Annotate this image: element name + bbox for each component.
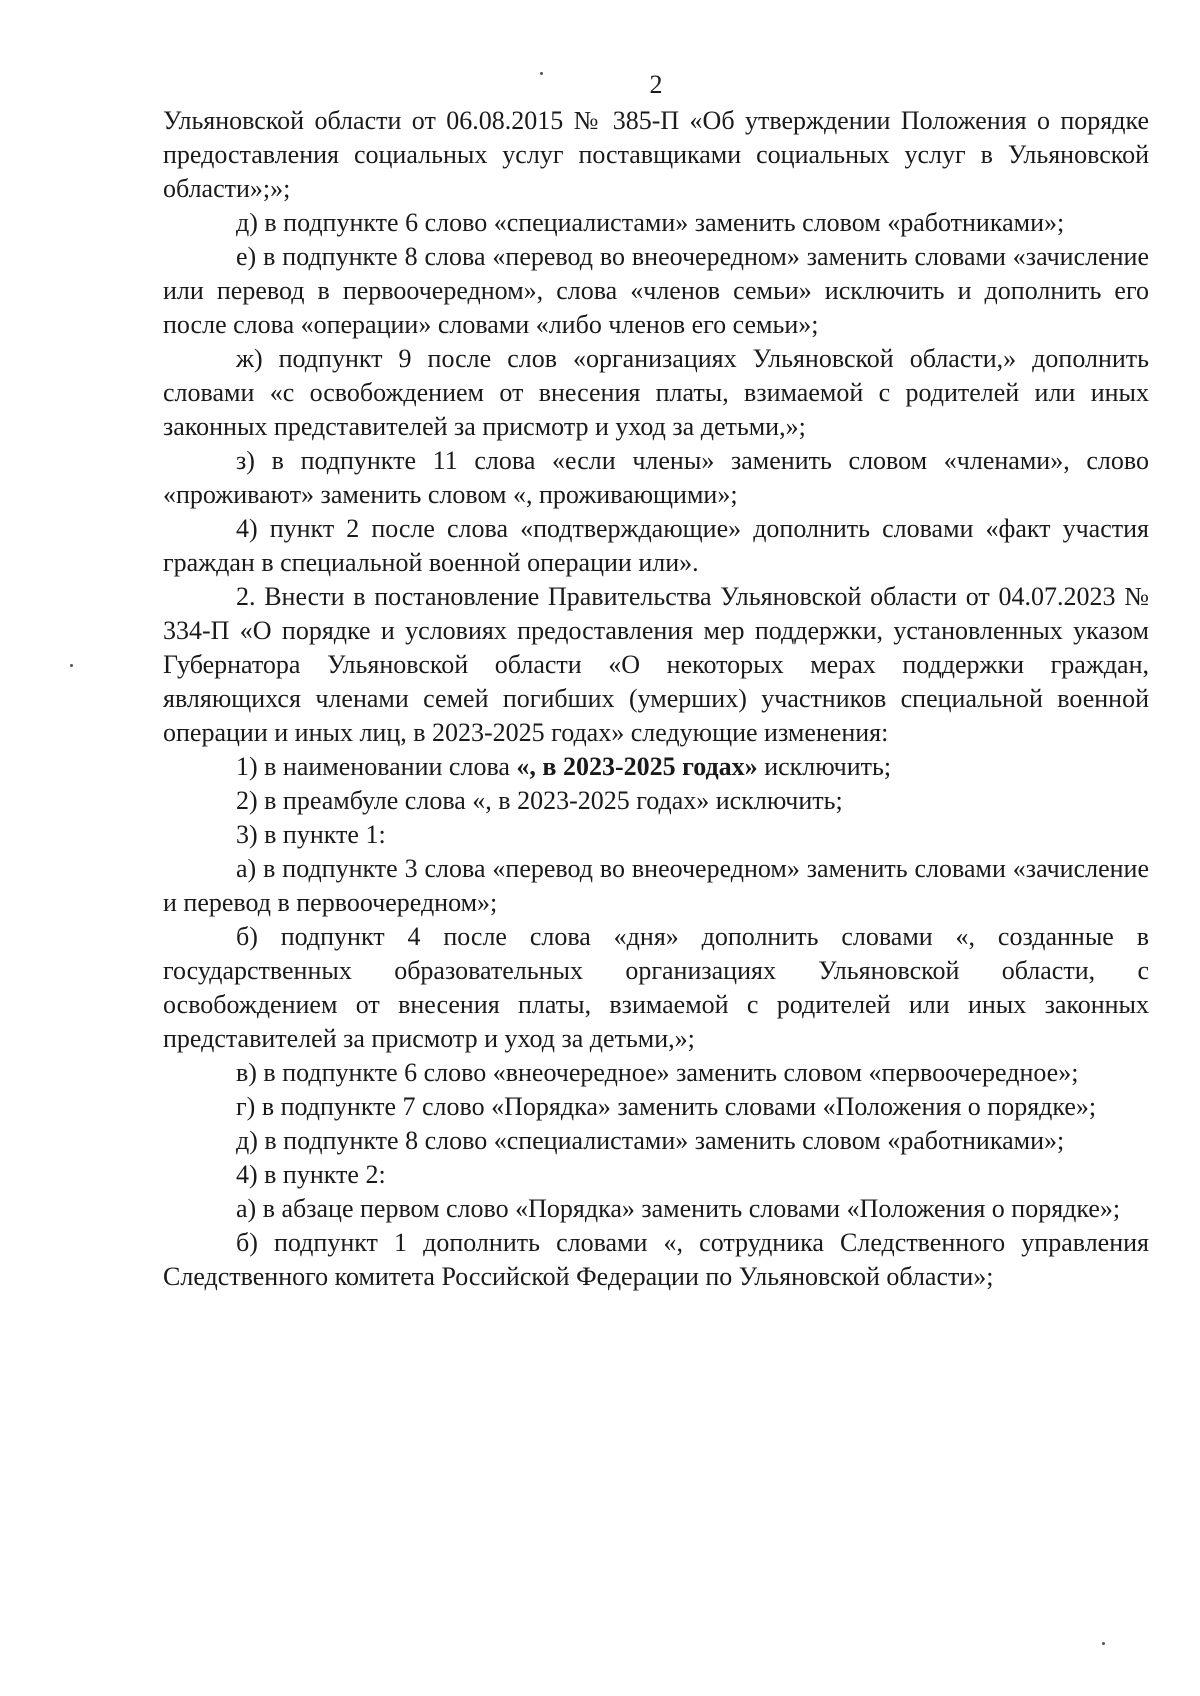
item-1-text-after: исключить; [757, 752, 892, 781]
paragraph-item-3: 3) в пункте 1: [236, 820, 386, 849]
document-page [163, 68, 1149, 1294]
paragraph-section-2: 2. Внести в постановление Правительства Ульяновской области от 04.07.2023 № 334-П «О порядке и условиях предоставления мер поддержки, установленных указом Губернатора Ульяновской области «О некоторых мерах поддержки граждан, являющихся членами семей погибших (умерших) участников специальной военной операции и иных лиц, в 2023-2025 годах» следующие изменения: [163, 582, 1149, 747]
item-1-text-before: 1) в наименовании слова [236, 752, 517, 781]
paragraph-subitem-a: а) в подпункте 3 слова «перевод во внеочередном» заменить словами «зачисление и перевод в первоочередном»; [163, 854, 1149, 917]
scan-speck [70, 664, 73, 667]
item-1-bold-fragment: «, в 2023-2025 годах» [516, 752, 758, 781]
paragraph-subitem-e: е) в подпункте 8 слова «перевод во внеочередном» заменить словами «зачисление или перевод в первоочередном», слова «членов семьи» исключить и дополнить его после слова «операции» словами «либо членов его семьи»; [163, 242, 1149, 339]
paragraph-subitem-zh: ж) подпункт 9 после слов «организациях Ульяновской области,» дополнить словами «с освобождением от внесения платы, взимаемой с родителей или иных законных представителей за присмотр и уход за детьми,»; [163, 344, 1149, 441]
paragraph-subitem-a2: а) в абзаце первом слово «Порядка» заменить словами «Положения о порядке»; [236, 1194, 1121, 1223]
paragraph-subitem-g: г) в подпункте 7 слово «Порядка» заменить словами «Положения о порядке»; [236, 1092, 1097, 1121]
paragraph-subitem-d: д) в подпункте 6 слово «специалистами» заменить словом «работниками»; [236, 208, 1065, 237]
paragraph-subitem-d2: д) в подпункте 8 слово «специалистами» заменить словом «работниками»; [236, 1126, 1065, 1155]
paragraph-subitem-b: б) подпункт 4 после слова «дня» дополнить словами «, созданные в государственных образовательных организациях Ульяновской области, с освобождением от внесения платы, взимаемой с родителей или иных законных представителей за присмотр и уход за детьми,»; [163, 922, 1149, 1053]
scan-speck [1102, 1642, 1105, 1645]
page-number: 2 [649, 70, 663, 99]
paragraph-item-4: 4) пункт 2 после слова «подтверждающие» дополнить словами «факт участия граждан в специальной военной операции или». [163, 514, 1149, 577]
paragraph-subitem-z: з) в подпункте 11 слова «если члены» заменить словом «членами», слово «проживают» заменить словом «, проживающими»; [163, 446, 1149, 509]
paragraph-continuation: Ульяновской области от 06.08.2015 № 385-П «Об утверждении Положения о порядке предоставления социальных услуг поставщиками социальных услуг в Ульяновской области»;»; [163, 106, 1149, 203]
paragraph-subitem-b2: б) подпункт 1 дополнить словами «, сотрудника Следственного управления Следственного комитета Российской Федерации по Ульяновской области»; [163, 1228, 1149, 1291]
paragraph-item-2: 2) в преамбуле слова «, в 2023-2025 годах» исключить; [236, 786, 843, 815]
paragraph-item-4b: 4) в пункте 2: [236, 1160, 386, 1189]
paragraph-subitem-v: в) в подпункте 6 слово «внеочередное» заменить словом «первоочередное»; [236, 1058, 1079, 1087]
paragraph-item-1 [163, 750, 1149, 784]
